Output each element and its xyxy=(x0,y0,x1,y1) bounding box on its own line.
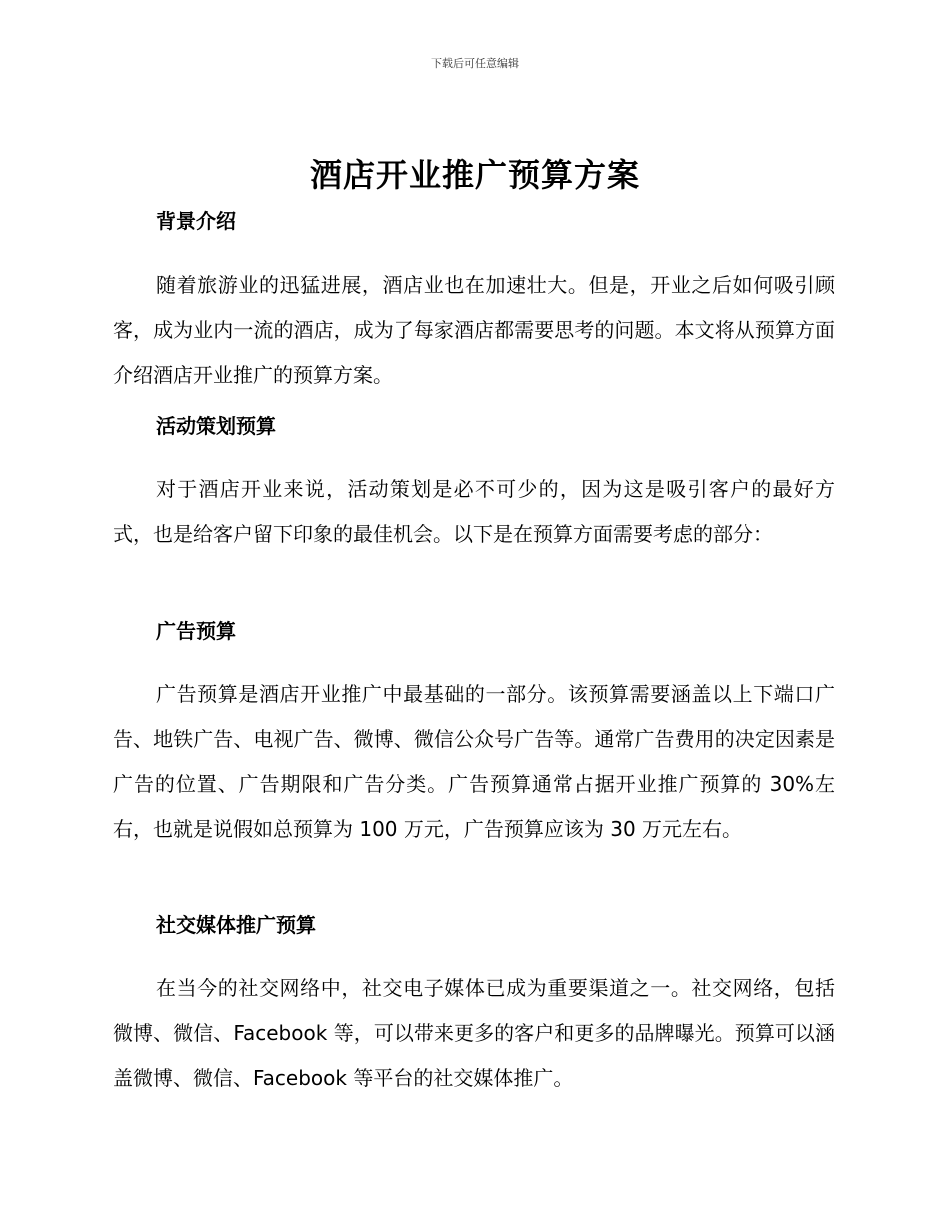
section-heading: 社交媒体推广预算 xyxy=(156,913,316,937)
section-paragraph: 对于酒店开业来说，活动策划是必不可少的，因为这是吸引客户的最好方式，也是给客户留下印象的最佳机会。以下是在预算方面需要考虑的部分： xyxy=(113,477,835,546)
section-paragraph: 在当今的社交网络中，社交电子媒体已成为重要渠道之一。社交网络，包括微博、微信、Facebook 等，可以带来更多的客户和更多的品牌曝光。预算可以涵盖微博、微信、Facebook 等平台的社交媒体推广。 xyxy=(113,976,835,1090)
section-heading: 活动策划预算 xyxy=(156,414,276,438)
section-background xyxy=(113,207,835,398)
section-activity-planning xyxy=(113,412,835,557)
section-advertising-budget xyxy=(113,617,835,852)
section-paragraph: 随着旅游业的迅猛进展，酒店业也在加速壮大。但是，开业之后如何吸引顾客，成为业内一流的酒店，成为了每家酒店都需要思考的问题。本文将从预算方面介绍酒店开业推广的预算方案。 xyxy=(113,273,835,387)
section-heading: 广告预算 xyxy=(156,619,236,643)
section-heading: 背景介绍 xyxy=(156,209,236,233)
document-title: 酒店开业推广预算方案 xyxy=(309,156,640,194)
page-header-note: 下载后可任意编辑 xyxy=(431,57,519,70)
section-paragraph: 广告预算是酒店开业推广中最基础的一部分。该预算需要涵盖以上下端口广告、地铁广告、电视广告、微博、微信公众号广告等。通常广告费用的决定因素是广告的位置、广告期限和广告分类。广告预算通常占据开业推广预算的 30%左右，也就是说假如总预算为 100 万元，广告预算应该为 30 万元左右。 xyxy=(113,682,835,841)
section-social-media-budget xyxy=(113,911,835,1101)
